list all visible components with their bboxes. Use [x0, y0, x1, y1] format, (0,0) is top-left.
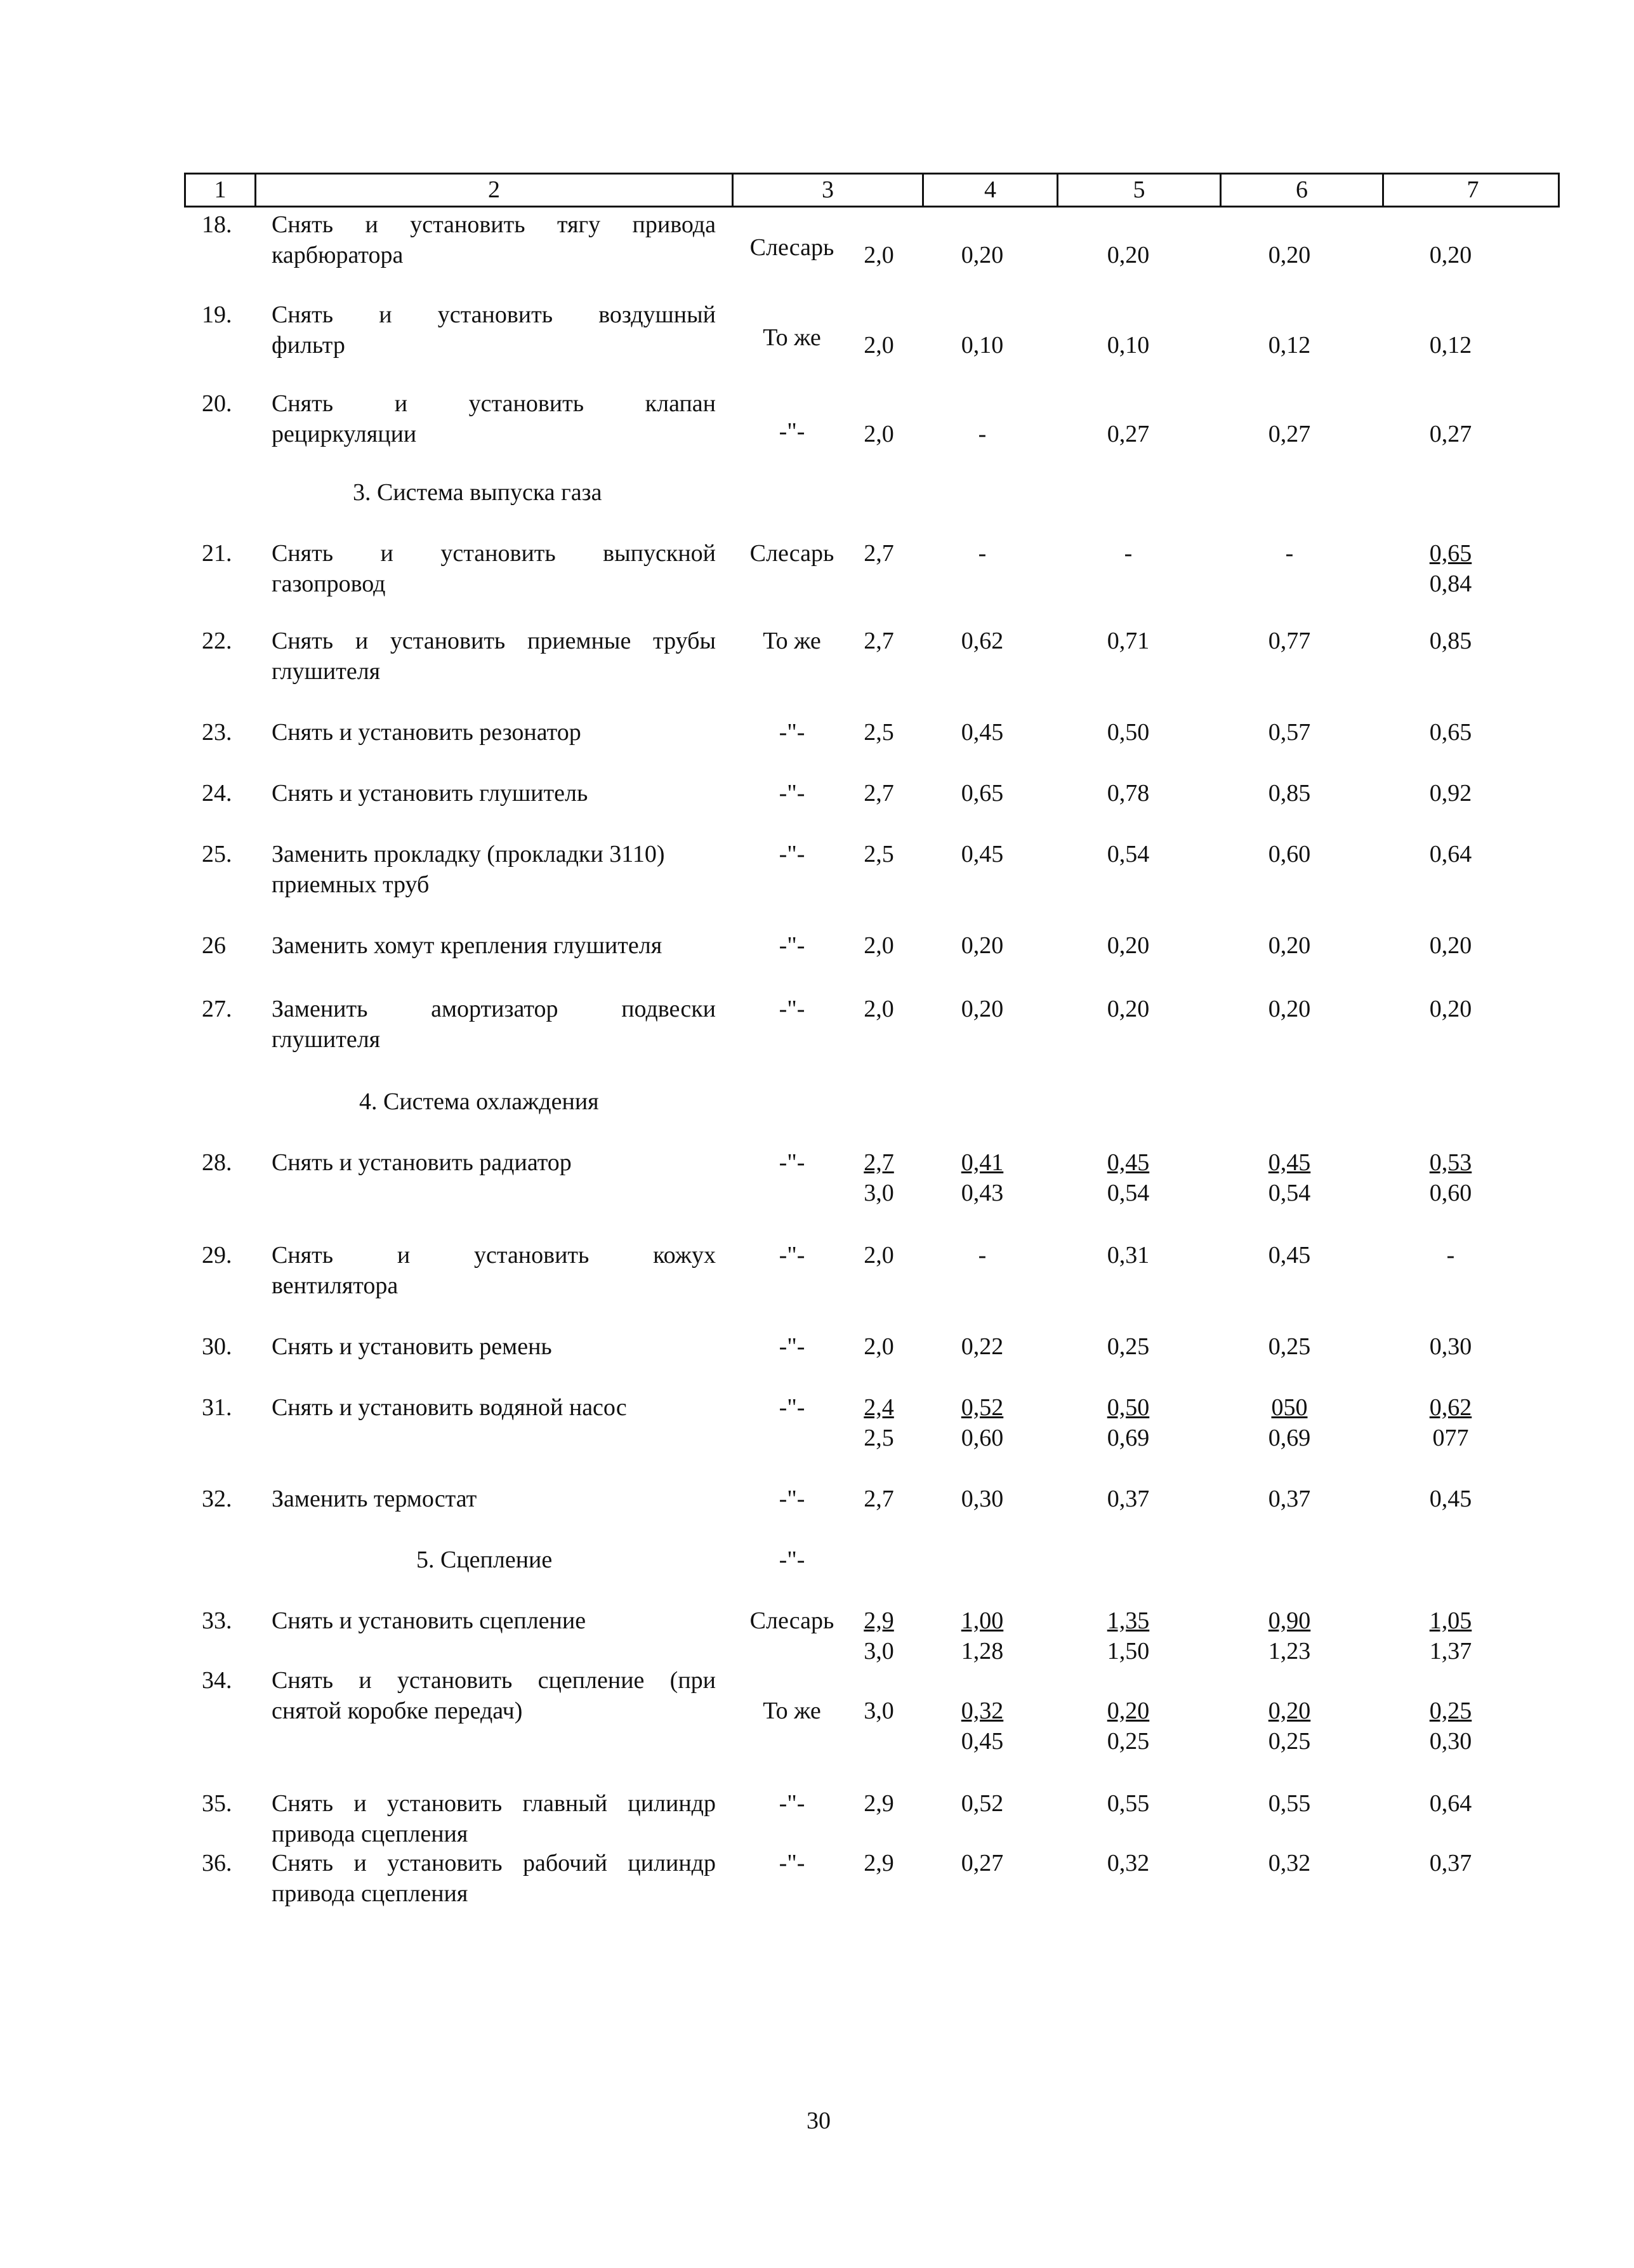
norm-value: 0,64 [1429, 1790, 1472, 1817]
description-line: Снять и установить сцепление [272, 1607, 586, 1634]
norm-value: 0,62 [1429, 1394, 1472, 1421]
norm-value: 0,90 [1268, 1607, 1311, 1634]
description-line: глушителя [272, 1026, 381, 1053]
norm-value: 0,50 [1107, 719, 1150, 746]
norm-col-4 [944, 1848, 1020, 1878]
description-line: Заменить термостат [272, 1486, 477, 1512]
norm-col-7 [1413, 1484, 1489, 1514]
operation-description [272, 1240, 716, 1301]
norm-value: 0,85 [1268, 780, 1311, 807]
norm-col-4 [944, 839, 1020, 869]
operation-description [272, 994, 716, 1055]
norm-value: - [978, 1242, 987, 1269]
norm-value: 0,22 [961, 1333, 1004, 1360]
norm-col-6 [1251, 717, 1328, 748]
norm-col-5 [1090, 1331, 1166, 1362]
norm-col-5 [1090, 626, 1166, 656]
norm-value: - [1285, 540, 1294, 567]
description-line: Заменить хомут крепления глушителя [272, 932, 662, 959]
description-line: газопровод [272, 570, 386, 597]
norm-value: 0,32 [1268, 1850, 1311, 1876]
norm-value: 1,28 [961, 1638, 1004, 1665]
work-rank: 3,0 [864, 1698, 894, 1724]
work-rank: 2,0 [864, 932, 894, 959]
norm-col-4 [944, 1240, 1020, 1270]
description-line: рециркуляции [272, 421, 417, 447]
norm-col-5 [1090, 994, 1166, 1024]
norm-col-5 [1090, 1484, 1166, 1514]
norm-col-7 [1413, 1240, 1489, 1270]
norm-col-4 [944, 930, 1020, 961]
norm-col-6 [1251, 240, 1328, 270]
worker-type: -"- [779, 1850, 805, 1876]
operation-description [272, 209, 716, 270]
worker-type: -"- [779, 996, 805, 1022]
norm-value: 0,69 [1268, 1425, 1311, 1451]
norm-value: 0,69 [1107, 1425, 1150, 1451]
rank-value: 3,0 [864, 1180, 894, 1206]
norm-col-6 [1251, 330, 1328, 360]
norm-value: 0,27 [1429, 421, 1472, 447]
norm-value: - [978, 540, 987, 567]
norm-value: 0,37 [1107, 1486, 1150, 1512]
work-rank [850, 1605, 907, 1666]
section-heading: 3. Система выпуска газа [353, 479, 602, 506]
table-header [184, 173, 1560, 208]
norm-col-7 [1413, 330, 1489, 360]
operation-description [272, 1147, 716, 1178]
operation-description [272, 778, 716, 808]
operation-description [272, 1665, 716, 1726]
norm-col-5 [1090, 930, 1166, 961]
norm-value: 0,30 [1429, 1333, 1472, 1360]
worker-type: -"- [779, 1242, 805, 1269]
norm-col-5 [1090, 717, 1166, 748]
norm-col-5 [1090, 240, 1166, 270]
norm-value: 1,05 [1429, 1607, 1472, 1634]
norm-value: 0,12 [1268, 332, 1311, 359]
norm-col-4 [944, 1484, 1020, 1514]
norm-value: 0,25 [1107, 1728, 1150, 1755]
norm-value: 1,35 [1107, 1607, 1150, 1634]
norm-col-6 [1251, 1605, 1328, 1666]
norm-col-5 [1090, 1392, 1166, 1453]
norm-value: 0,53 [1429, 1149, 1472, 1176]
norm-col-4 [944, 1605, 1020, 1666]
norm-col-6 [1251, 1696, 1328, 1757]
norm-col-6 [1251, 1240, 1328, 1270]
norm-col-7 [1413, 930, 1489, 961]
rank-value: 3,0 [864, 1638, 894, 1665]
norm-col-4 [944, 626, 1020, 656]
norm-value: 0,27 [1107, 421, 1150, 447]
norm-col-7 [1413, 994, 1489, 1024]
norm-value: 0,60 [961, 1425, 1004, 1451]
norm-col-7 [1413, 1848, 1489, 1878]
norm-value: 0,41 [961, 1149, 1004, 1176]
row-number: 34. [202, 1667, 232, 1694]
norm-col-6 [1251, 778, 1328, 808]
norm-value: 0,20 [961, 932, 1004, 959]
norm-value: 0,85 [1429, 628, 1472, 654]
section-heading: 4. Система охлаждения [359, 1088, 599, 1115]
norm-col-6 [1251, 839, 1328, 869]
work-rank: 2,0 [864, 242, 894, 268]
norm-value: 0,65 [1429, 719, 1472, 746]
row-number: 23. [202, 719, 232, 746]
worker-type: То же [763, 324, 821, 351]
norm-value: 1,37 [1429, 1638, 1472, 1665]
row-number: 22. [202, 628, 232, 654]
norm-value: 0,64 [1429, 841, 1472, 867]
norm-col-7 [1413, 240, 1489, 270]
norm-col-4 [944, 240, 1020, 270]
norm-col-7 [1413, 419, 1489, 449]
norm-value: 0,20 [1107, 932, 1150, 959]
row-number: 27. [202, 996, 232, 1022]
norm-col-6 [1251, 626, 1328, 656]
norm-value: 0,27 [1268, 421, 1311, 447]
norm-col-4 [944, 717, 1020, 748]
description-line: снятой коробке передач) [272, 1698, 523, 1724]
header-col-7: 7 [1382, 175, 1562, 206]
worker-type: Слесарь [749, 234, 834, 261]
description-line: Заменить прокладку (прокладки 3110) [272, 841, 665, 867]
row-number: 24. [202, 780, 232, 807]
description-line: глушителя [272, 658, 381, 685]
row-number: 28. [202, 1149, 232, 1176]
norm-value: 0,20 [1268, 1698, 1311, 1724]
norm-value: 0,31 [1107, 1242, 1150, 1269]
norm-value: 0,20 [1268, 996, 1311, 1022]
norm-value: 0,45 [1268, 1149, 1311, 1176]
rank-value: 2,5 [864, 1425, 894, 1451]
description-line: Снять и установить выпускной [272, 540, 716, 567]
operation-description [272, 626, 716, 687]
norm-col-7 [1413, 538, 1489, 599]
norm-value: 0,25 [1268, 1728, 1311, 1755]
row-number: 32. [202, 1486, 232, 1512]
norm-col-7 [1413, 717, 1489, 748]
header-col-4: 4 [922, 175, 1057, 206]
norm-value: 0,20 [1268, 932, 1311, 959]
norm-value: 0,10 [961, 332, 1004, 359]
norm-col-7 [1413, 1331, 1489, 1362]
norm-col-7 [1413, 1147, 1489, 1208]
norm-value: 0,25 [1268, 1333, 1311, 1360]
norm-col-7 [1413, 1788, 1489, 1819]
row-number: 20. [202, 390, 232, 417]
worker-type: -"- [779, 1790, 805, 1817]
norm-col-5 [1090, 778, 1166, 808]
row-number: 19. [202, 301, 232, 328]
row-number: 29. [202, 1242, 232, 1269]
norm-value: 0,54 [1107, 1180, 1150, 1206]
description-line: вентилятора [272, 1272, 399, 1299]
norm-value: 0,45 [1429, 1486, 1472, 1512]
norm-value: 0,65 [1429, 540, 1472, 567]
description-line: Снять и установить кожух [272, 1242, 716, 1269]
norm-value: 1,23 [1268, 1638, 1311, 1665]
operation-description [272, 1848, 716, 1909]
worker-type: То же [763, 628, 821, 654]
norm-col-5 [1090, 1788, 1166, 1819]
norm-value: 0,32 [961, 1698, 1004, 1724]
worker-type: Слесарь [749, 540, 834, 567]
description-line: Снять и установить рабочий цилиндр [272, 1850, 716, 1876]
operation-description [272, 1788, 716, 1849]
description-line: Снять и установить тягу привода [272, 211, 716, 238]
norm-value: 0,60 [1429, 1180, 1472, 1206]
norm-value: 1,50 [1107, 1638, 1150, 1665]
norm-col-7 [1413, 1605, 1489, 1666]
norm-value: 0,45 [961, 719, 1004, 746]
norm-value: 0,52 [961, 1394, 1004, 1421]
operation-description [272, 1331, 716, 1362]
norm-col-5 [1090, 1147, 1166, 1208]
work-rank: 2,9 [864, 1850, 894, 1876]
description-line: Заменить амортизатор подвески [272, 996, 716, 1022]
worker-type: Слесарь [749, 1607, 834, 1634]
row-number: 18. [202, 211, 232, 238]
norm-col-7 [1413, 839, 1489, 869]
work-rank [850, 1147, 907, 1208]
work-rank [850, 1392, 907, 1453]
norm-col-4 [944, 778, 1020, 808]
norm-col-4 [944, 330, 1020, 360]
row-number: 35. [202, 1790, 232, 1817]
norm-col-4 [944, 994, 1020, 1024]
worker-type: То же [763, 1698, 821, 1724]
norm-col-4 [944, 1696, 1020, 1757]
worker-type: -"- [779, 1149, 805, 1176]
description-line: Снять и установить резонатор [272, 719, 581, 746]
work-rank: 2,9 [864, 1790, 894, 1817]
description-line: привода сцепления [272, 1821, 468, 1847]
norm-col-6 [1251, 1392, 1328, 1453]
rank-value: 2,9 [864, 1607, 894, 1634]
norm-value: 0,20 [1107, 1698, 1150, 1724]
norm-value: 0,20 [1107, 242, 1150, 268]
norm-value: 0,65 [961, 780, 1004, 807]
operation-description [272, 1484, 716, 1514]
norm-col-5 [1090, 1696, 1166, 1757]
description-line: привода сцепления [272, 1880, 468, 1907]
row-number: 33. [202, 1607, 232, 1634]
work-rank: 2,0 [864, 1333, 894, 1360]
norm-col-4 [944, 1392, 1020, 1453]
norm-col-4 [944, 419, 1020, 449]
norm-col-6 [1251, 1484, 1328, 1514]
norm-value: 0,20 [1429, 996, 1472, 1022]
header-col-2: 2 [254, 175, 732, 206]
norm-value: 0,20 [1268, 242, 1311, 268]
norm-col-6 [1251, 1848, 1328, 1878]
norm-value: 0,12 [1429, 332, 1472, 359]
norm-col-5 [1090, 330, 1166, 360]
rank-value: 2,7 [864, 1149, 894, 1176]
description-line: Снять и установить главный цилиндр [272, 1790, 716, 1817]
norm-value: 0,77 [1268, 628, 1311, 654]
norm-value: 050 [1271, 1394, 1308, 1421]
description-line: Снять и установить сцепление (при [272, 1667, 716, 1694]
description-line: Снять и установить радиатор [272, 1149, 572, 1176]
row-number: 30. [202, 1333, 232, 1360]
description-line: Снять и установить воздушный [272, 301, 716, 328]
worker-type: -"- [779, 1486, 805, 1512]
norm-value: - [1124, 540, 1133, 567]
header-col-3: 3 [732, 175, 922, 206]
norm-col-6 [1251, 994, 1328, 1024]
norm-value: 0,78 [1107, 780, 1150, 807]
operation-description [272, 839, 716, 900]
worker-type: -"- [779, 1333, 805, 1360]
work-rank: 2,0 [864, 421, 894, 447]
header-col-6: 6 [1220, 175, 1382, 206]
norm-col-6 [1251, 930, 1328, 961]
norm-value: 0,37 [1429, 1850, 1472, 1876]
norm-value: 0,10 [1107, 332, 1150, 359]
description-line: карбюратора [272, 242, 404, 268]
norm-value: 0,37 [1268, 1486, 1311, 1512]
norm-value: 0,60 [1268, 841, 1311, 867]
norm-value: 0,27 [961, 1850, 1004, 1876]
operation-description [272, 538, 716, 599]
norm-value: 0,32 [1107, 1850, 1150, 1876]
norm-value: 0,30 [1429, 1728, 1472, 1755]
row-number: 25. [202, 841, 232, 867]
norm-value: 0,71 [1107, 628, 1150, 654]
description-line: Снять и установить глушитель [272, 780, 588, 807]
work-rank: 2,7 [864, 628, 894, 654]
work-rank: 2,7 [864, 540, 894, 567]
norm-value: 0,20 [961, 242, 1004, 268]
operation-description [272, 300, 716, 360]
description-line: Снять и установить приемные трубы [272, 628, 716, 654]
norm-value: 0,55 [1107, 1790, 1150, 1817]
norm-value: 0,55 [1268, 1790, 1311, 1817]
norm-value: - [1446, 1242, 1455, 1269]
norm-value: 0,84 [1429, 570, 1472, 597]
norm-value: 0,62 [961, 628, 1004, 654]
work-rank: 2,5 [864, 841, 894, 867]
norm-col-7 [1413, 1696, 1489, 1757]
norm-value: 0,57 [1268, 719, 1311, 746]
norm-value: 0,92 [1429, 780, 1472, 807]
norm-col-4 [944, 1147, 1020, 1208]
norm-value: 0,45 [1107, 1149, 1150, 1176]
norm-value: 0,54 [1268, 1180, 1311, 1206]
norm-col-6 [1251, 1331, 1328, 1362]
header-col-5: 5 [1057, 175, 1220, 206]
row-number: 36. [202, 1850, 232, 1876]
norm-col-6 [1251, 1147, 1328, 1208]
norm-value: 0,54 [1107, 841, 1150, 867]
description-line: Снять и установить водяной насос [272, 1394, 627, 1421]
norm-col-6 [1251, 1788, 1328, 1819]
norm-col-5 [1090, 839, 1166, 869]
row-number: 31. [202, 1394, 232, 1421]
norm-value: 0,45 [961, 841, 1004, 867]
norm-value: 0,20 [1107, 996, 1150, 1022]
row-number: 26 [202, 932, 226, 959]
norm-value: 0,52 [961, 1790, 1004, 1817]
work-rank: 2,7 [864, 1486, 894, 1512]
norm-value: 0,45 [961, 1728, 1004, 1755]
norm-col-6 [1251, 538, 1328, 569]
operation-description [272, 930, 716, 961]
description-line: фильтр [272, 332, 345, 359]
norm-col-4 [944, 1788, 1020, 1819]
work-rank: 2,7 [864, 780, 894, 807]
norm-col-7 [1413, 778, 1489, 808]
norm-col-5 [1090, 538, 1166, 569]
norm-col-6 [1251, 419, 1328, 449]
description-line: Снять и установить ремень [272, 1333, 552, 1360]
norm-value: 0,50 [1107, 1394, 1150, 1421]
norm-col-4 [944, 538, 1020, 569]
operation-description [272, 388, 716, 449]
norm-value: 0,43 [961, 1180, 1004, 1206]
norm-value: 0,20 [961, 996, 1004, 1022]
worker-type: -"- [779, 932, 805, 959]
norm-col-7 [1413, 1392, 1489, 1453]
norm-col-7 [1413, 626, 1489, 656]
description-line: Снять и установить клапан [272, 390, 716, 417]
norm-col-5 [1090, 419, 1166, 449]
norm-value: 0,30 [961, 1486, 1004, 1512]
norm-value: 0,25 [1107, 1333, 1150, 1360]
norm-col-5 [1090, 1605, 1166, 1666]
worker-type: -"- [779, 780, 805, 807]
description-line: приемных труб [272, 871, 430, 898]
work-rank: 2,5 [864, 719, 894, 746]
work-rank: 2,0 [864, 996, 894, 1022]
norm-value: - [978, 421, 987, 447]
worker-type: -"- [779, 418, 805, 445]
norm-value: 0,25 [1429, 1698, 1472, 1724]
page-number: 30 [807, 2107, 831, 2134]
worker-type: -"- [779, 1394, 805, 1421]
operation-description [272, 1392, 716, 1423]
norm-col-4 [944, 1331, 1020, 1362]
row-number: 21. [202, 540, 232, 567]
norm-value: 0,45 [1268, 1242, 1311, 1269]
norm-col-5 [1090, 1848, 1166, 1878]
header-col-1: 1 [214, 176, 227, 203]
rank-value: 2,4 [864, 1394, 894, 1421]
section-heading: 5. Сцепление [416, 1546, 553, 1573]
norm-value: 0,20 [1429, 932, 1472, 959]
norm-value: 0,20 [1429, 242, 1472, 268]
operation-description [272, 717, 716, 748]
norm-value: 1,00 [961, 1607, 1004, 1634]
worker-type: -"- [779, 719, 805, 746]
worker-type: -"- [779, 841, 805, 867]
norm-value: 077 [1432, 1425, 1469, 1451]
operation-description [272, 1605, 716, 1636]
worker-type: -"- [779, 1546, 805, 1573]
work-rank: 2,0 [864, 1242, 894, 1269]
work-rank: 2,0 [864, 332, 894, 359]
norm-col-5 [1090, 1240, 1166, 1270]
